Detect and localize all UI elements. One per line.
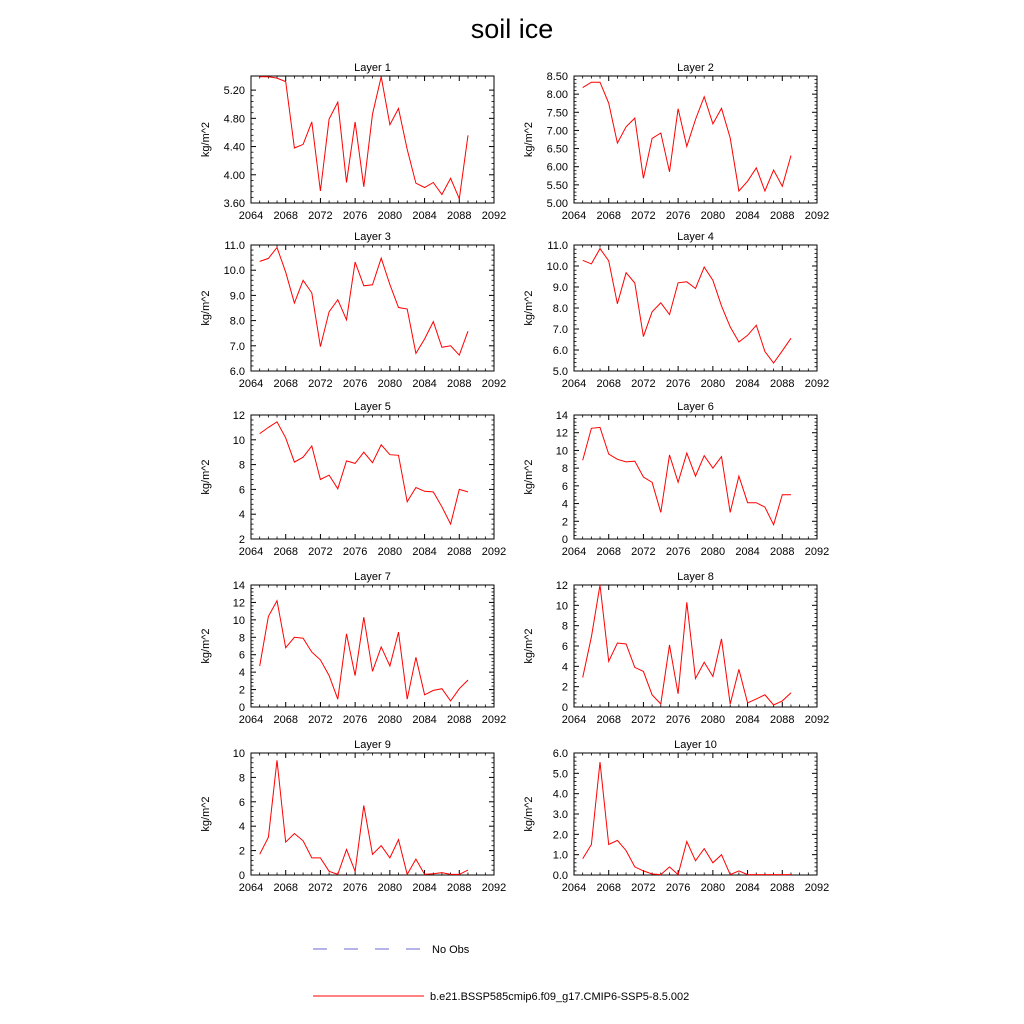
y-tick-label: 14: [555, 410, 568, 422]
x-tick-label: 2068: [273, 714, 298, 726]
y-tick-label: 10: [555, 600, 568, 613]
y-tick-label: 7.0: [552, 324, 568, 336]
y-tick-label: 2: [561, 681, 568, 694]
y-tick-label: 11.0: [547, 240, 568, 252]
x-tick-label: 2084: [735, 546, 760, 558]
y-tick-label: 12: [232, 410, 245, 422]
x-tick-label: 2076: [665, 882, 691, 894]
series-line-layer-9: [260, 760, 468, 874]
y-tick-label: 8: [238, 772, 245, 785]
y-axis-label: kg/m^2: [200, 628, 212, 664]
y-tick-label: 6: [561, 480, 568, 493]
x-tick-label: 2084: [412, 714, 437, 726]
x-tick-label: 2092: [804, 546, 830, 558]
x-tick-label: 2068: [273, 546, 298, 558]
panel-title: Layer 6: [677, 401, 714, 413]
panel-title: Layer 7: [354, 571, 391, 583]
y-tick-label: 8.0: [229, 315, 245, 328]
chart-panel-layer-1: [200, 62, 506, 222]
y-tick-label: 3.60: [223, 198, 245, 210]
chart-panel-layer-4: [523, 231, 829, 390]
y-tick-label: 4.80: [223, 113, 245, 126]
x-tick-label: 2092: [804, 882, 830, 894]
x-tick-label: 2084: [412, 378, 437, 390]
x-tick-label: 2092: [481, 210, 507, 222]
y-tick-label: 6.0: [229, 366, 245, 378]
x-tick-label: 2088: [447, 210, 472, 222]
y-tick-label: 4: [561, 498, 568, 511]
x-tick-label: 2064: [561, 378, 587, 390]
x-tick-label: 2068: [273, 882, 298, 894]
y-tick-label: 2: [238, 845, 245, 858]
x-tick-label: 2084: [412, 210, 437, 222]
y-tick-label: 6.0: [552, 345, 568, 357]
y-tick-label: 0: [238, 702, 245, 714]
chart-panel-layer-9: [200, 739, 506, 894]
x-tick-label: 2080: [700, 714, 726, 726]
x-tick-label: 2084: [735, 882, 760, 894]
chart-panel-layer-2: [523, 62, 829, 222]
x-tick-label: 2076: [342, 378, 368, 390]
x-tick-label: 2076: [665, 714, 691, 726]
x-tick-label: 2064: [238, 210, 264, 222]
y-tick-label: 6: [238, 484, 245, 497]
x-tick-label: 2072: [308, 378, 333, 390]
series-line-layer-4: [583, 249, 791, 363]
x-tick-label: 2080: [700, 546, 726, 558]
x-tick-label: 2080: [700, 882, 726, 894]
y-tick-label: 5.0: [552, 366, 568, 378]
chart-panel-layer-7: [200, 571, 506, 726]
panel-title: Layer 5: [354, 401, 391, 413]
x-tick-label: 2088: [770, 546, 795, 558]
y-tick-label: 8.0: [552, 303, 568, 315]
x-tick-label: 2088: [447, 882, 472, 894]
series-line-layer-5: [260, 422, 468, 524]
x-tick-label: 2092: [804, 714, 830, 726]
page-title: soil ice: [470, 14, 554, 44]
x-tick-label: 2072: [631, 546, 656, 558]
legend-label-model: b.e21.BSSP585cmip6.f09_g17.CMIP6-SSP5-8.5.002: [430, 991, 690, 1003]
y-tick-label: 6: [238, 649, 245, 662]
x-tick-label: 2072: [308, 714, 333, 726]
x-tick-label: 2064: [238, 378, 264, 390]
x-tick-label: 2088: [770, 882, 795, 894]
x-tick-label: 2080: [377, 714, 403, 726]
y-tick-label: 10: [232, 614, 245, 627]
x-tick-label: 2088: [770, 714, 795, 726]
y-tick-label: 7.50: [546, 107, 568, 120]
x-tick-label: 2068: [273, 378, 298, 390]
x-tick-label: 2064: [238, 714, 264, 726]
x-tick-label: 2092: [804, 378, 830, 390]
y-tick-label: 7.00: [546, 125, 568, 138]
y-tick-label: 6: [238, 796, 245, 809]
x-tick-label: 2092: [481, 546, 507, 558]
panel-title: Layer 8: [677, 571, 714, 583]
panel-title: Layer 4: [677, 231, 714, 243]
x-tick-label: 2072: [308, 210, 333, 222]
panel-title: Layer 1: [354, 62, 391, 74]
x-tick-label: 2088: [770, 378, 795, 390]
y-tick-label: 6.50: [546, 143, 568, 156]
x-tick-label: 2068: [273, 210, 298, 222]
y-tick-label: 0.0: [552, 870, 568, 882]
x-tick-label: 2076: [665, 210, 691, 222]
x-tick-label: 2092: [481, 882, 507, 894]
x-tick-label: 2072: [631, 378, 656, 390]
x-tick-label: 2072: [308, 546, 333, 558]
y-tick-label: 10.0: [223, 265, 245, 278]
y-tick-label: 7.0: [229, 340, 245, 353]
x-tick-label: 2092: [804, 210, 830, 222]
y-tick-label: 12: [555, 580, 568, 592]
y-axis-label: kg/m^2: [523, 796, 535, 832]
x-tick-label: 2064: [561, 210, 587, 222]
y-axis-label: kg/m^2: [523, 628, 535, 664]
x-tick-label: 2064: [238, 546, 264, 558]
x-tick-label: 2080: [377, 882, 403, 894]
y-tick-label: 12: [555, 427, 568, 440]
x-tick-label: 2072: [308, 882, 333, 894]
x-tick-label: 2084: [412, 546, 437, 558]
x-tick-label: 2068: [596, 714, 621, 726]
x-tick-label: 2092: [481, 714, 507, 726]
y-tick-label: 14: [232, 580, 245, 592]
x-tick-label: 2088: [447, 546, 472, 558]
x-tick-label: 2084: [412, 882, 437, 894]
y-tick-label: 8.50: [546, 71, 568, 83]
y-tick-label: 0: [561, 534, 568, 546]
chart-panels: [200, 62, 829, 894]
chart-panel-layer-10: [523, 739, 829, 894]
x-tick-label: 2080: [377, 210, 403, 222]
y-tick-label: 4.00: [223, 169, 245, 182]
x-tick-label: 2084: [735, 378, 760, 390]
y-tick-label: 8.00: [546, 89, 568, 102]
y-tick-label: 4: [238, 821, 245, 834]
legend: [313, 944, 689, 1003]
x-tick-label: 2080: [700, 210, 726, 222]
series-line-layer-8: [583, 585, 791, 705]
x-tick-label: 2088: [447, 714, 472, 726]
chart-panel-layer-5: [200, 401, 506, 558]
y-tick-label: 2.0: [552, 829, 568, 842]
panel-title: Layer 3: [354, 231, 391, 243]
y-axis-label: kg/m^2: [200, 290, 212, 326]
x-tick-label: 2064: [561, 546, 587, 558]
y-tick-label: 10: [232, 748, 245, 760]
y-axis-label: kg/m^2: [200, 121, 212, 158]
chart-panel-layer-6: [523, 401, 829, 558]
panel-title: Layer 2: [677, 62, 714, 74]
x-tick-label: 2076: [342, 210, 368, 222]
y-tick-label: 4.40: [223, 141, 245, 154]
y-tick-label: 0: [238, 870, 245, 882]
y-tick-label: 11.0: [224, 240, 245, 252]
chart-panel-layer-3: [200, 231, 506, 390]
x-tick-label: 2064: [561, 714, 587, 726]
panel-title: Layer 9: [354, 739, 391, 751]
plot-frame: [574, 585, 817, 707]
y-tick-label: 0: [561, 702, 568, 714]
plot-frame: [251, 415, 494, 539]
x-tick-label: 2072: [631, 882, 656, 894]
x-tick-label: 2064: [561, 882, 587, 894]
x-tick-label: 2076: [665, 378, 691, 390]
legend-label-no-obs: No Obs: [432, 944, 470, 956]
series-line-layer-3: [260, 248, 468, 356]
plot-frame: [574, 753, 817, 875]
y-tick-label: 4: [561, 661, 568, 674]
x-tick-label: 2088: [447, 378, 472, 390]
y-tick-label: 6.0: [552, 748, 568, 760]
y-axis-label: kg/m^2: [523, 290, 535, 326]
y-tick-label: 4.0: [552, 788, 568, 801]
plot-frame: [251, 245, 494, 371]
y-tick-label: 10: [555, 445, 568, 458]
series-line-layer-1: [260, 77, 468, 199]
y-tick-label: 5.0: [552, 768, 568, 781]
x-tick-label: 2084: [735, 714, 760, 726]
y-tick-label: 9.0: [552, 282, 568, 294]
panel-title: Layer 10: [674, 739, 717, 751]
y-tick-label: 4: [238, 667, 245, 680]
y-tick-label: 6: [561, 641, 568, 653]
series-line-layer-6: [583, 427, 791, 524]
x-tick-label: 2080: [377, 378, 403, 390]
x-tick-label: 2080: [377, 546, 403, 558]
x-tick-label: 2076: [342, 882, 368, 894]
y-tick-label: 8: [561, 463, 568, 476]
y-tick-label: 9.0: [229, 290, 245, 303]
y-tick-label: 2: [561, 516, 568, 529]
x-tick-label: 2068: [596, 882, 621, 894]
y-tick-label: 2: [238, 534, 245, 546]
series-line-layer-10: [583, 762, 791, 875]
y-axis-label: kg/m^2: [523, 459, 535, 495]
x-tick-label: 2084: [735, 210, 760, 222]
y-axis-label: kg/m^2: [200, 796, 212, 832]
y-tick-label: 5.50: [546, 179, 568, 192]
x-tick-label: 2080: [700, 378, 726, 390]
y-tick-label: 8: [238, 459, 245, 472]
y-tick-label: 3.0: [552, 809, 568, 821]
y-tick-label: 12: [232, 597, 245, 610]
x-tick-label: 2072: [631, 714, 656, 726]
y-tick-label: 8: [238, 632, 245, 645]
series-line-layer-2: [583, 82, 791, 191]
plot-frame: [574, 245, 817, 371]
x-tick-label: 2068: [596, 210, 621, 222]
y-axis-label: kg/m^2: [523, 121, 535, 158]
series-line-layer-7: [260, 601, 468, 701]
x-tick-label: 2068: [596, 546, 621, 558]
y-tick-label: 5.00: [546, 198, 568, 210]
chart-panel-layer-8: [523, 571, 829, 726]
x-tick-label: 2076: [342, 714, 368, 726]
y-tick-label: 10: [232, 434, 245, 447]
y-tick-label: 8: [561, 620, 568, 633]
y-tick-label: 10.0: [546, 261, 568, 273]
x-tick-label: 2064: [238, 882, 264, 894]
y-axis-label: kg/m^2: [200, 459, 212, 495]
y-tick-label: 5.20: [223, 85, 245, 98]
x-tick-label: 2076: [665, 546, 691, 558]
y-tick-label: 4: [238, 509, 245, 522]
x-tick-label: 2076: [342, 546, 368, 558]
plot-frame: [251, 753, 494, 875]
x-tick-label: 2092: [481, 378, 507, 390]
y-tick-label: 2: [238, 684, 245, 697]
x-tick-label: 2088: [770, 210, 795, 222]
y-tick-label: 1.0: [552, 849, 568, 862]
x-tick-label: 2068: [596, 378, 621, 390]
x-tick-label: 2072: [631, 210, 656, 222]
y-tick-label: 6.00: [546, 161, 568, 174]
